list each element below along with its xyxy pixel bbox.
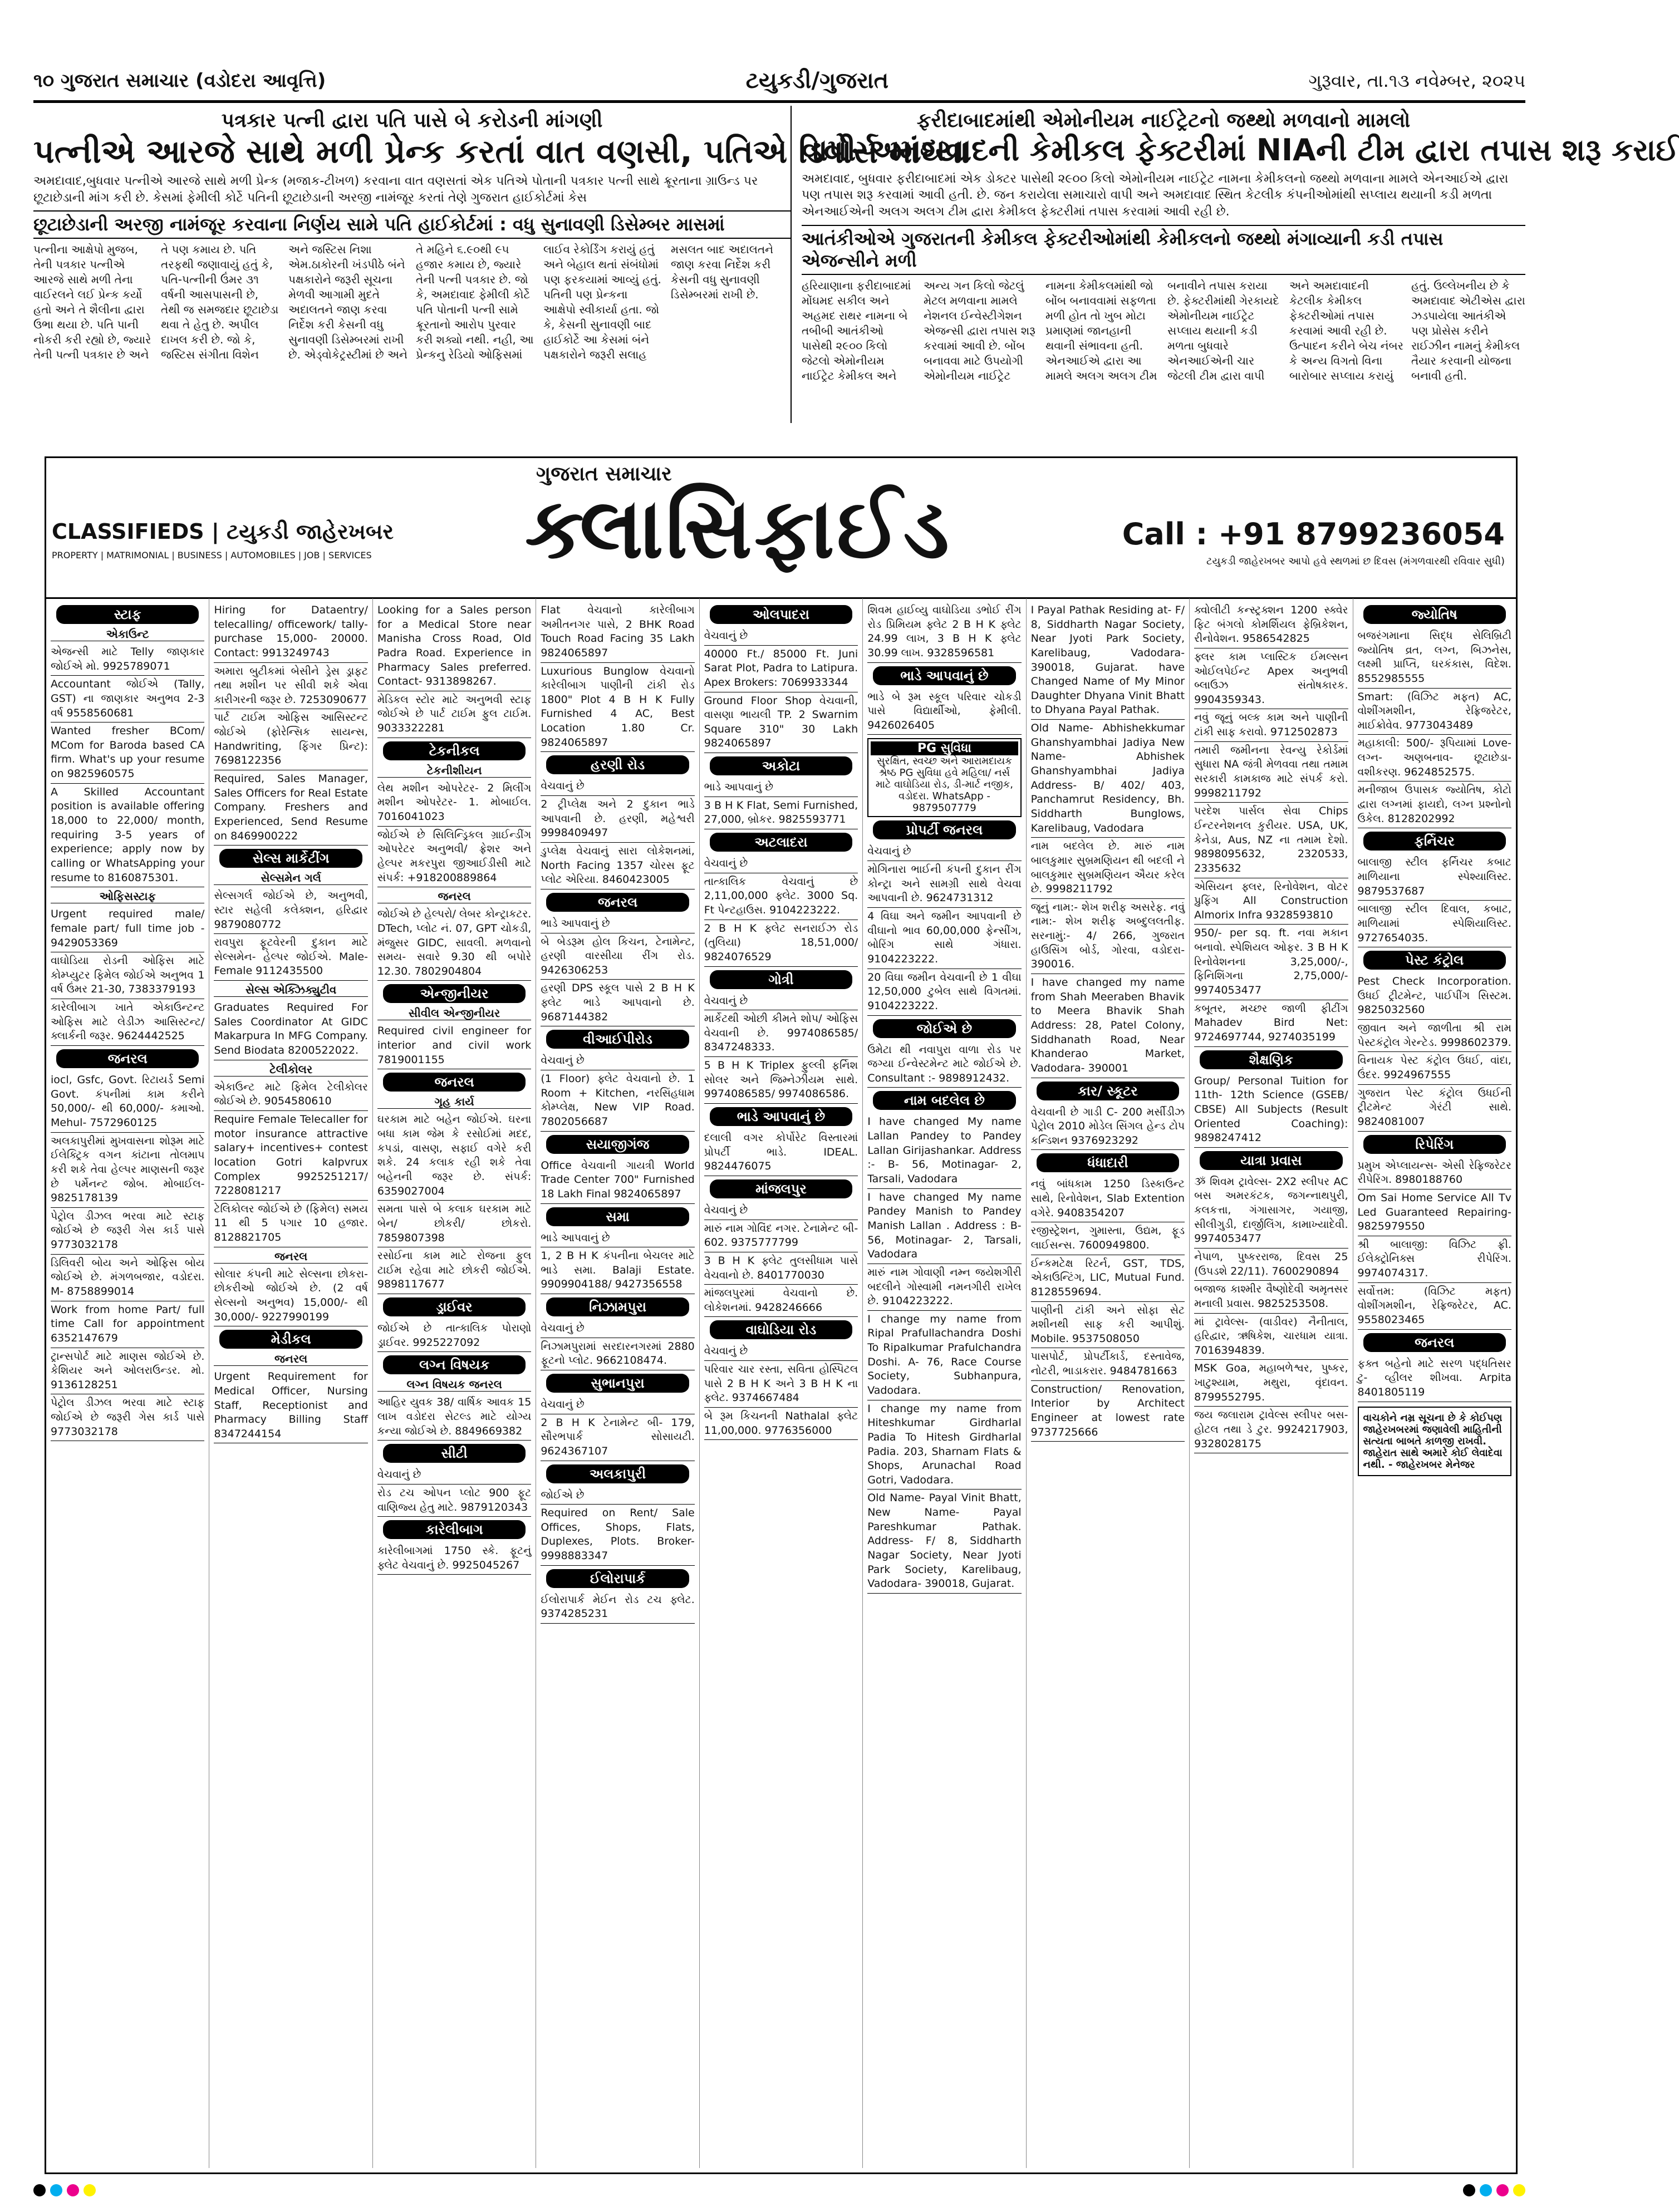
classified-ad: I have changed My name Pandey Manish to Pandey Manish Lallan . Address : B- 56, Motinagar- 2, Tarsali, Vadodara — [867, 1189, 1021, 1264]
classified-ad: ટેલિકોલર જોઈએ છે (ફિમેલ) સમય 11 થી 5 પગાર 10 હજાર. 8128821705 — [214, 1201, 367, 1247]
subcategory-heading: ગૃહ કાર્ય — [377, 1095, 531, 1109]
subcategory-heading: સીવીલ એન્જીનીયર — [377, 1006, 531, 1020]
classified-ad: Required on Rent/ Sale Offices, Shops, Flats, Duplexes, Plots. Broker- 9998883347 — [541, 1505, 694, 1566]
color-dot — [1480, 2184, 1492, 2196]
classified-ad: 2 B H K ફ્લેટ સનરાઈઝ રોડ (તુલિયા) 18,51,000/ 9824076529 — [704, 920, 858, 967]
category-heading: યાત્રા પ્રવાસ — [1200, 1151, 1342, 1170]
classified-ad: સર્વોત્તમ: (વિઝિટ મફત) વોશીંગમશીન, રેફ્રિજરેટર, AC. 9558023465 — [1358, 1283, 1511, 1330]
category-heading: જનરલ — [546, 893, 689, 912]
classified-ad: વેચવાનું છે — [541, 1052, 694, 1070]
classified-masthead — [46, 458, 1516, 599]
category-heading: રિપેરિંગ — [1363, 1135, 1506, 1154]
category-heading: અલકાપુરી — [546, 1464, 689, 1483]
story-body: પત્નીના આક્ષેપો મુજબ, તેની પત્રકાર પત્નીએ આરજે સાથે મળી તેના વાઈરલને લઈ પ્રેન્ક કર્યો હતો અને તે શૈલીના દ્વારા ઉભા થયા છે. પતિ પાની નોકરી કરી રહ્યો છે, જ્યારે તેની પત્ની પત્રકાર છે અને તે પણ કમાય છે. પતિ તરફથી જણાવાયું હતું કે, પતિ-પત્નીની ઉંમર ૩૧ વર્ષની આસપાસની છે, તેથી જ સમજદાર છૂટાછેડા થવા તે હેતુ છે. અપીલ દાખલ કરી છે. જો કે, જસ્ટિસ સંગીતા વિશેન અને જસ્ટિસ નિશા એમ.ઠાકોરની ખંડપીઠે બંને પક્ષકારોને જરૂરી સૂચના મેળવી આગામી મુદતે અદાલતને જાણ કરવા નિર્દેશ કરી કેસની વધુ સુનાવણી ડિસેમ્બરમાં રાખી છે. એડ્વોકેટ્રસ્ટીમાં છે અને તે મહિને ૬.૯૦થી ૯૫ હજાર કમાય છે, જ્યારે તેની પત્ની પત્રકાર છે. જો કે, અમદાવાદ ફેમીલી કોર્ટે પતિ પોતાની પત્ની સામે ક્રૂરતાનો આરોપ પુરવાર કરી શક્યો નથી. નહી, આ પ્રેન્કનુ રેડિયો ઓફિસમાં લાઈવ રેકોર્ડિંગ કરાયું હતું અને બેહાલ થતાં સંબંધોમાં પણ ફરકયામાં આવ્યું હતું. પતિની પણ પ્રેન્કના આક્ષેપો સ્વીકાર્યા હતા. જો કે, કેસની સુનાવણી બાદ હાઈકોર્ટે આ કેસમાં બંને પક્ષકારોને જરૂરી સલાહ મસલત બાદ અદાલતને જાણ કરવા નિર્દેશ કરી કેસની વધુ સુનાવણી ડિસેમ્બરમાં રાખી છે. — [33, 243, 774, 362]
classified-ad: મોગિનારા ભાઈની કંપની દુકાન રીંગ કોન્ટ્રા અને સામગ્રી સાથે વેચવા આપવાની છે. 9624731312 — [867, 861, 1021, 908]
category-heading: પેસ્ટ કંટ્રોલ — [1363, 951, 1506, 970]
classified-ad: રજીસ્ટ્રેશન, ગુમાસ્તા, ઉદ્યમ, ફૂડ લાઈસન્સ. 7600949800. — [1031, 1222, 1185, 1255]
category-heading: માંજલપુર — [710, 1179, 852, 1198]
classified-ad: રસોઈના કામ માટે રોજના ફુલ ટાઈમ રહેવા માટે છોકરી જોઈએ. 9898117677 — [377, 1247, 531, 1294]
subcategory-heading: એકાઉન્ટ — [51, 627, 204, 641]
classified-ad: A Skilled Accountant position is available offering 18,000 to 22,000/ month, requiring 3-5 years of experience; apply now by calling or WhatsApping your resume to 8160875301. — [51, 784, 204, 887]
classified-ad: ડિલિવરી બોય અને ઓફિસ બોય જોઈએ છે. મંગળબજાર, વડોદરા. M- 8758899014 — [51, 1255, 204, 1301]
classified-ad: એકાઉન્ટ માટે ફિમેલ ટેલીકોલર જોઈએ છે. 9054580610 — [214, 1079, 367, 1111]
classified-ad: ફ્લર કામ પ્લાસ્ટિક ઈમલ્સન ઓઈલપેઈન્ટ Apex અનુભવી બ્લાઉઝ સંતોષકારક. 9904359343. — [1194, 648, 1348, 710]
subcategory-heading: જનરલ — [214, 1352, 367, 1366]
print-color-marks — [33, 2182, 1525, 2199]
category-heading: ભાડે આપવાનું છે — [873, 666, 1015, 685]
classified-ad: 20 વિઘા જમીન વેચવાની છે 1 વીઘા 12,50,000 ટુબેલ સાથે વિગતમાં. 9104223222. — [867, 969, 1021, 1016]
classified-ad: વેચવાનું છે — [704, 627, 858, 646]
classified-ad: જોઈએ છે — [541, 1487, 694, 1505]
classified-column — [209, 598, 372, 2168]
classified-ad: અલકાપુરીમાં મુખવાસના શોરૂમ માટે ઈલેક્ટ્રિક વગન કાંટાના તોલમાપ કરી શકે તેવા હેલ્પર માણસની જરૂર છે પર્મેનન્ટ જોબ. મોબાઈલ- 9825178139 — [51, 1133, 204, 1208]
classified-ad: Smart: (વિઝિટ મફત) AC, વોશીંગમશીન, રેફ્રિજરેટર, માઈક્રોવેવ. 9773043489 — [1358, 689, 1511, 735]
category-heading: જોઈએ છે — [873, 1019, 1015, 1038]
color-dot — [1463, 2184, 1475, 2196]
classified-ad: Flat વેચવાનો કારેલીબાગ અમીતનગર પાસે, 2 BHK Road Touch Road Facing 35 Lakh 9824065897 — [541, 602, 694, 663]
classified-ad: (1 Floor) ફ્લેટ વેચવાનો છે. 1 Room + Kitchen, નરસિંહધામ કોમ્પ્લેક્ષ, New VIP Road. 7802056687 — [541, 1070, 694, 1132]
classified-ad: અમારા બુટીકમાં બેસીને ડ્રેસ ડ્રાફટ તથા મશીન પર સીવી શકે એવા કારીગરની જરૂર છે. 7253090677 — [214, 663, 367, 710]
classified-column — [373, 598, 536, 2168]
category-heading: ગોત્રી — [710, 970, 852, 989]
category-heading: મેડીકલ — [219, 1330, 362, 1349]
classified-ad: એજન્સી માટે Telly જાણકાર જોઈએ મો. 9925789071 — [51, 643, 204, 676]
classified-ad: જોઈએ છે તાત્કાલિક પોરાણો ડ્રાઈવર. 9925227092 — [377, 1320, 531, 1352]
classified-ad: વેચવાનું છે — [377, 1466, 531, 1485]
classified-ad: લેથ મશીન ઓપરેટર- 2 મિલીંગ મશીન ઓપરેટર- 1. મોબાઈલ. 7016041023 — [377, 780, 531, 827]
category-heading: નિઝામપુરા — [546, 1297, 689, 1316]
subcategory-heading: લગ્ન વિષયક જનરલ — [377, 1378, 531, 1392]
classified-ad: Ground Floor Shop વેચવાની, વાસણા ભાયલી TP. 2 Swarnim Square 310" 30 Lakh 9824065897 — [704, 692, 858, 754]
classified-ad: Om Sai Home Service All Tv Led Guaranteed Repairing- 9825979550 — [1358, 1189, 1511, 1236]
paper-name: ૧૦ ગુજરાત સમાચાર (વડોદરા આવૃત્તિ) — [33, 70, 326, 92]
classified-ad: માર્કેટથી ઓછી કીમતે શોપ/ ઓફિસ વેચવાની છે. 9974086585/ 8347248333. — [704, 1010, 858, 1057]
category-heading: સયાજીગંજ — [546, 1135, 689, 1154]
classified-ad: Office વેચવાની ગાયત્રી World Trade Center 700" Furnished 18 Lakh Final 9824065897 — [541, 1157, 694, 1204]
classified-ad: સેલ્સગર્લ જોઈએ છે, અનુભવી, સ્ટાર સહેલી કલેક્શન, હરિદ્વાર 9879080772 — [214, 887, 367, 934]
classified-ad: બાલાજી સ્ટીલ દિવાલ, કબાટ, માળિયામાં સ્પેશિયાલિસ્ટ. 9727654035. — [1358, 901, 1511, 947]
story-headline: વાપી-અમદાવાદની કેમીકલ ફેક્ટરીમાં NIAની ટીમ દ્વારા તપાસ શરૂ કરાઈ — [802, 132, 1679, 168]
classified-ad: Group/ Personal Tuition for 11th- 12th Science (GSEB/ CBSE) All Subjects (Result Oriented Coaching): 9898247412 — [1194, 1073, 1348, 1148]
classified-ad: માંજલપુરમાં વેચવાનો છે. લોકેશનમાં. 9428246666 — [704, 1285, 858, 1317]
classified-ad: I have changed My name Lallan Pandey to Pandey Lallan Girijashankar. Address :- B- 56, Motinagar- 2, Tarsali, Vadodara — [867, 1113, 1021, 1188]
story-lede: અમદાવાદ,બુધવાર પત્નીએ આરજે સાથે મળી પ્રેન્ક (મજાક-ટીખળ) કરવાના વાત વણસતાં એક પતિએ પોતાની પત્રકાર પત્ની સાથે ક્રૂરતાના ગ્રાઉન્ડ પર છૂટાછેડાની માંગ કરી છે. કેસમાં ફેમીલી કોર્ટે પતિની છૂટાછેડાની અરજી નામંજૂર કરતાં તેણે ગુજરાત હાઈકોર્ટમાં કેસ — [33, 174, 758, 205]
classified-ad: પરિવાર ચાર રસ્તા, સવિતા હોસ્પિટલ પાસે 2 B H K અને 3 B H K ના ફ્લેટ. 9374667484 — [704, 1361, 858, 1408]
category-heading: પ્રોપર્ટી જનરલ — [873, 820, 1015, 839]
classified-ad: વેચવાનું છે — [541, 1396, 694, 1414]
classified-ad: 950/- per sq. ft. નવા મકાન બનાવો. સ્પેશિયલ ઓફર. 3 B H K રિનોવેશનના 3,25,000/-, ફિનિશિંગના 2,75,000/- 9974053477 — [1194, 925, 1348, 1000]
classified-ad: બજાજ કાશ્મીર વૈષ્ણોદેવી અમૃતસર મનાલી પ્રવાસ. 9825253508. — [1194, 1281, 1348, 1313]
classified-ad: Urgent required male/ female part/ full time job - 9429053369 — [51, 906, 204, 952]
classified-ad: ભાડે આપવાનું છે — [541, 1230, 694, 1248]
category-heading: સીટી — [383, 1444, 526, 1463]
classified-ad: વેચવાનું છે — [541, 1320, 694, 1338]
call-note: ટયુકડી જાહેરખબર આપો હવે સ્થળમાં છ દિવસ (મંગળવારથી રવિવાર સુધી) — [1206, 556, 1505, 567]
section-title: ટયુકડી/ગુજરાત — [745, 68, 889, 94]
subcategory-heading: ઓફિસસ્ટાફ — [51, 889, 204, 903]
category-heading: ભાડે આપવાનું છે — [710, 1107, 852, 1126]
classified-ad: શ્રી બાલાજી: વિઝિટ ફ્રી. ઈલેક્ટ્રોનિક્સ રીપેરિંગ. 9974074317. — [1358, 1236, 1511, 1283]
classified-column — [536, 598, 699, 2168]
category-heading: ધંધાદારી — [1037, 1153, 1179, 1172]
classified-ad: પાર્ટ ટાઈમ ઓફિસ આસિસ્ટન્ટ જોઈએ (ફોરેન્સિક સાયન્સ, Handwriting, ફિંગર પ્રિન્ટ): 7698122356 — [214, 709, 367, 770]
classified-ad: Old Name- Payal Vinit Bhatt, New Name- Payal Pareshkumar Pathak. Address- F/ 8, Siddharth Nagar Society, Near Jyoti Park Society, Karelibaug, Vadodara- 390018, Gujarat. — [867, 1490, 1021, 1593]
color-dot — [50, 2184, 62, 2196]
category-heading: સ્ટાફ — [56, 605, 199, 624]
classified-ad: Hiring for Dataentry/ telecalling/ officework/ tally- purchase 15,000- 20000. Contact: 9913249743 — [214, 602, 367, 663]
classified-ad: ડુપ્લેક્ષ વેચવાનું સારા લોકેશનમાં, North Facing 1357 ચોરસ ફૂટ પ્લોટ એરિયા. 8460423005 — [541, 843, 694, 889]
color-dot — [84, 2184, 96, 2196]
classified-ad: ભાડે આપવાનું છે — [704, 779, 858, 797]
category-heading: નામ બદલેલ છે — [873, 1091, 1015, 1110]
classified-ad: Accountant જોઈએ (Tally, GST) ના જાણકાર અનુભવ 2-3 વર્ષ 9558560681 — [51, 676, 204, 722]
classified-ad: મનીજાબ ઉપાસક જ્યોતિષ, કોટો દ્વારા લગ્નમાં ફાયદો, લગ્ન પ્રશ્નોનો ઉકેલ. 8128202992 — [1358, 781, 1511, 828]
category-heading: અટલાદરા — [710, 833, 852, 852]
classified-ad: Graduates Required For Sales Coordinator At GIDC Makarpura In MFG Company. Send Biodata 8200522022. — [214, 999, 367, 1060]
subcategory-heading: સેલ્સ એક્ઝિક્યુટીવ — [214, 983, 367, 997]
subcategory-heading: ટેલીકોલર — [214, 1063, 367, 1076]
classified-ad: જોઈએ છે સિલિન્ડ્રિકલ ગ્રાઈન્ડીંગ ઓપરેટર અનુભવી/ ફ્રેશર અને હેલ્પર મકરપુરા જીઆઈડીસી માટે સંપર્ક: +918200889864 — [377, 827, 531, 888]
classified-sublabel: PROPERTY | MATRIMONIAL | BUSINESS | AUTOMOBILES | JOB | SERVICES — [52, 550, 372, 561]
category-heading: હરણી રોડ — [546, 755, 689, 774]
classified-ad: ફક્ત બહેનો માટે સરળ પદ્ધતિસર ટુ- વ્હીલર શીખવા. Arpita 8401805119 — [1358, 1355, 1511, 1402]
classified-ad: વેચવાનું છે — [704, 1202, 858, 1220]
classified-ad: વેચવાનું છે — [704, 1343, 858, 1361]
category-heading: લગ્ન વિષયક — [383, 1355, 526, 1374]
classified-column — [1353, 598, 1516, 2168]
classified-ad: Pest Check Incorporation. ઉધઈ ટ્રીટમેન્ટ, પાઈપીંગ સિસ્ટમ. 9825032560 — [1358, 973, 1511, 1020]
classified-ad: કારેલીબાગમાં 1750 સ્કે. ફૂટનું ફ્લેટ વેચવાનું છે. 9925045267 — [377, 1542, 531, 1575]
category-heading: ફર્નિચર — [1363, 832, 1506, 851]
classified-ad: પાસપોર્ટ, પ્રોપર્ટીકાર્ડ, દસ્તાવેજ, નોટરી, ભાડાકરાર. 9484781663 — [1031, 1348, 1185, 1380]
classified-ad: સોલાર કંપની માટે સેલ્સના છોકરા-છોકરીઓ જોઈએ છે. (2 વર્ષ સેલ્સનો અનુભવ) 15,000/- થી 30,000/- 9227990199 — [214, 1266, 367, 1327]
news-area — [33, 106, 1679, 429]
category-heading: એન્જીનીયર — [383, 984, 526, 1003]
classified-ad: બે રૂમ કિચનની Nathalal ફ્લેટ 11,00,000. 9776356000 — [704, 1408, 858, 1440]
reader-notice: વાચકોને નમ્ર સૂચના છે કે કોઈપણ જાહેરખબરમાં જણાવેલી માહિતીની સત્યતા બાબતે કાળજી રાખવી. જાહેરાત સાથે અમારે કોઈ લેવાદેવા નથી. - જાહેરખબર મેનેજર — [1358, 1407, 1511, 1476]
category-heading: સેલ્સ માર્કેટીંગ — [219, 849, 362, 868]
classified-ad: વાઘોડિયા રોડની ઓફિસ માટે કોમ્પ્યુટર ફિમેલ જોઈએ અનુભવ 1 વર્ષ ઉંમર 21-30, 7383379193 — [51, 952, 204, 999]
classified-paper-name: ગુજરાત સમાચાર — [536, 463, 672, 485]
category-heading: અકોટા — [710, 756, 852, 775]
subcategory-heading: ટેકનીશીયન — [377, 764, 531, 778]
classified-ad: Required, Sales Manager, Sales Officers for Real Estate Company. Freshers and Experienced, Send Resume on 8469900222 — [214, 770, 367, 846]
classified-ad: Wanted fresher BCom/ MCom for Baroda based CA firm. What's up your resume on 9825960575 — [51, 722, 204, 784]
classified-section — [45, 456, 1518, 2174]
classified-ad: નામ બદલેલ છે. મારું નામ બાલકુમાર સુબ્રમણિયન થી બદલી ને બાલકુમાર સુબ્રમણિયન ઐયર કરેલ છે. 9998211792 — [1031, 838, 1185, 899]
classified-ad: પરદેશ પાર્સલ સેવા Chips ઈન્ટરનેશનલ કુરીયર. USA, UK, કેનેડા, Aus, NZ ના તમામ દેશો. 9898095632, 2320533, 2335632 — [1194, 803, 1348, 878]
classified-ad: પાણીની ટાંકી અને સોફા સેટ મશીનથી સાફ કરી આપીશું. Mobile. 9537508050 — [1031, 1302, 1185, 1349]
story-headline: પત્નીએ આરજે સાથે મળી પ્રેન્ક કરતાં વાત વણસી, પતિએ ડિવોર્સ માંગ્યા — [33, 132, 970, 170]
classified-ad: 2 B H K ટેનામેન્ટ બી- 179, સૌરભપાર્ક સોસાયટી. 9624367107 — [541, 1414, 694, 1461]
classified-ad: ઈન્કમટેક્ષ રિટર્ન, GST, TDS, એકાઉન્ટિંગ, LIC, Mutual Fund. 8128559694. — [1031, 1255, 1185, 1302]
classified-ad: વેચવાનું છે — [541, 778, 694, 796]
category-heading: કાર/ સ્કૂટર — [1037, 1082, 1179, 1100]
classified-ad: હરણી DPS સ્કૂલ પાસે 2 B H K ફ્લેટ ભાડે આપવાનો છે. 9687144382 — [541, 980, 694, 1026]
classified-ad: બજરંગમાના સિદ્ધ સેલિબ્રિટી જ્યોતિષ વ્રત, લગ્ન, બિઝનેસ, લક્ષ્મી પ્રાપ્તિ, ઘરકંકાસ, વિદેશ. 8552985555 — [1358, 627, 1511, 689]
call-number: Call : +91 8799236054 — [1122, 517, 1505, 552]
pg-ad-box — [867, 738, 1021, 817]
story-kicker: પત્રકાર પત્ની દ્વારા પતિ પાસે બે કરોડની માંગણી — [221, 109, 603, 132]
story-lede: અમદાવાદ, બુધવાર ફરીદાબાદમાં એક ડોક્ટર પાસેથી ૨૯૦૦ કિલો એમોનીયમ નાઈટ્રેટ નામના કેમીકલનો જથ્થો મળવાના મામલે એનઆઈએ દ્વારા પણ તપાસ શરૂ કરવામાં આવી હતી. છે. જન કરાયેલા સમાચારો વાપી અને અમદાવાદ સ્થિત કેટલીક કંપનીઓમાંથી સપ્લાય થયાની કડી મળતા એનઆઈએની અલગ અલગ ટીમ દ્વારા કેમીકલ ફેક્ટરીમાં તપાસ કરવામાં આવી રહી છે. — [802, 171, 1509, 219]
classified-ad: મેડિકલ સ્ટોર માટે અનુભવી સ્ટાફ જોઈએ છે પાર્ટ ટાઈમ ફુલ ટાઈમ. 9033322281 — [377, 691, 531, 738]
classified-ad: એસિયન ફ્લર, રિનોવેશન, વોટર પ્રુફિંગ All Construction Almorix Infra 9328593810 — [1194, 878, 1348, 925]
classified-ad: 5 B H K Triplex ફુલ્લી ફર્નિશ સોલર અને જિમ્નેઝીયમ સાથે. 9974086585/ 9974086586. — [704, 1057, 858, 1104]
category-heading: સમા — [546, 1207, 689, 1226]
category-heading: વીઆઈપીરોડ — [546, 1030, 689, 1049]
classified-ad: દલાલી વગર કોર્પોરેટ વિસ્તારમાં પ્રોપર્ટી ભાડે. IDEAL. 9824476075 — [704, 1129, 858, 1176]
page-header — [33, 61, 1525, 103]
color-dots-left — [33, 2184, 96, 2196]
category-heading: જ્યોતિષ — [1363, 605, 1506, 624]
color-dots-right — [1463, 2184, 1525, 2196]
classified-ad: રાવપુરા ફૂટવેરની દુકાન માટે સેલ્સમેન- હેલ્પર જોઈએ. Male-Female 9112435500 — [214, 934, 367, 981]
issue-date: ગુરૂવાર, તા.૧૩ નવેમ્બર, ૨૦૨૫ — [1308, 70, 1525, 91]
story-subhead: આતંકીઓએ ગુજરાતની કેમીકલ ફેક્ટરીઓમાંથી કેમીકલનો જથ્થો મંગાવ્યાની કડી તપાસ એજન્સીને મળી — [802, 225, 1525, 275]
classified-ad: કબૂતર, મચ્છર જાળી ફીટીંગ Mahadev Bird Net: 9724697744, 9274035199 — [1194, 1000, 1348, 1047]
classified-ad: જૂનું નામ:- શેખ શરીફ અસરેફ. નવું નામ:- શેખ શરીફ અબ્દુલલતીફ. સરનામું:- 4/ 266, ગુજરાત હાઉસિંગ બોર્ડ, ગોરવા, વડોદરા- 390016. — [1031, 899, 1185, 974]
color-dot — [1513, 2184, 1525, 2196]
classified-ad: ૐ શિવમ ટ્રાવેલ્સ- 2X2 સ્લીપર AC બસ અમરકંટક, જગન્નાથપુરી, કલકત્તા, ગંગાસાગર, ગયાજી, સીલીગુડી, દાર્જીલિંગ, કામાખ્યાદેવી. 9974053477 — [1194, 1173, 1348, 1248]
classified-ad: વેચવાનું છે — [704, 992, 858, 1011]
classified-ad: વેચવાનું છે — [704, 855, 858, 873]
classified-ad: વિનાયક પેસ્ટ કંટ્રોલ ઉધઈ, વાંદા, ઉંદર. 9924967555 — [1358, 1052, 1511, 1084]
classified-label: CLASSIFIEDS | ટયુકડી જાહેરખબર — [52, 519, 394, 544]
classified-ad: ગુજરાત પેસ્ટ કંટ્રોલ ઉધઈની ટ્રીટમેન્ટ ગેરંટી સાથે. 9824081007 — [1358, 1085, 1511, 1132]
category-heading: વાઘોડિયા રોડ — [710, 1320, 852, 1339]
classified-column — [700, 598, 863, 2168]
classified-ad: માં ટ્રાવેલ્સ- (વાડીવર) નૈનીતાલ, હરિદ્વાર, ઋષિકેશ, ચારધામ યાત્રા. 7016394839. — [1194, 1314, 1348, 1360]
classified-ad: શિવમ હાઈવ્યુ વાઘોડિયા ડભોઈ રીંગ રોડ પ્રિમિયમ ફ્લેટ 2 B H K ફ્લેટ 24.99 લાખ, 3 B H K ફ્લેટ 30.99 લાખ. 9328596581 — [867, 602, 1021, 663]
classified-ad: તાત્કાલિક વેચવાનું છે 2,11,00,000 ફ્લેટ. 3000 Sq. Ft પેન્ટહાઉસ. 9104223222. — [704, 873, 858, 920]
classified-ad: 40000 Ft./ 85000 Ft. Juni Sarat Plot, Padra to Latipura. Apex Brokers: 7069933344 — [704, 646, 858, 692]
category-heading: ઓલપાદરા — [710, 605, 852, 624]
classified-title: ક્લાસિફાઈડ — [525, 480, 952, 577]
classified-ad: જય જલારામ ટ્રાવેલ્સ સ્લીપર બસ- હોટલ તથા ડે ટુર. 9924217903, 9328028175 — [1194, 1407, 1348, 1453]
classified-ad: નિઝામપુરામાં સરદારનગરમાં 2880 ફૂટનો પ્લોટ. 9662108474. — [541, 1338, 694, 1370]
category-heading: ડ્રાઈવર — [383, 1297, 526, 1316]
classified-ad: I have changed my name from Shah Meeraben Bhavik to Meera Bhavik Shah Address: 28, Patel Colony, Siddhanath Road, Near Khanderao Market, Vadodara- 390001 — [1031, 974, 1185, 1078]
classified-ad: ટ્રાન્સપોર્ટ માટે માણસ જોઈએ છે. કેશિયર અને ઓલરાઉન્ડર. મો. 9136128251 — [51, 1348, 204, 1395]
classified-ad: નવું જૂનું બલ્ક કામ અને પાણીની ટાંકી સાફ કરાવો. 9712502873 — [1194, 709, 1348, 741]
classified-ad: ભાડે બે રૂમ સ્કૂલ પરિવાર ચોકડી પાસે વિદ્યાર્થીઓ, ફેમીલી. 9426026405 — [867, 689, 1021, 735]
classified-ad: પેટ્રોલ ડીઝલ ભરવા માટે સ્ટાફ જોઈએ છે જરૂરી ગેસ કાર્ડ પાસે 9773032178 — [51, 1208, 204, 1255]
classified-ad: ઘરકામ માટે બહેન જોઈએ. ઘરના બધા કામ જેમ કે રસોઈમાં મદદ, કપડાં, વાસણ, સફાઈ વગેરે કરી શકે. 24 કલાક રહી શકે તેવા બહેનની જરૂર છે. સંપર્ક: 6359027004 — [377, 1111, 531, 1201]
category-heading: કારેલીબાગ — [383, 1520, 526, 1539]
classified-ad: 3 B H K ફ્લેટ તુલસીધામ પાસે વેચવાનો છે. 8401770030 — [704, 1252, 858, 1285]
classified-ad: બાલાજી સ્ટીલ ફર્નિચર કબાટ માળિયાના સ્પેશ્યાલિસ્ટ. 9879537687 — [1358, 854, 1511, 901]
story-right — [802, 106, 1679, 423]
classified-ad: 4 વિઘા અને જમીન આપવાની છે વીઘાનો ભાવ 60,00,000 ફેન્સીંગ, બોરિંગ સાથે ગંધારા. 9104223222. — [867, 908, 1021, 969]
classified-ad: નવું બાંધકામ 1250 ડિસ્કાઉન્ટ સાથે, રિનોવેશન, Slab Extention વગેરે. 9408354207 — [1031, 1176, 1185, 1222]
category-heading: જનરલ — [383, 1073, 526, 1092]
classified-ad: I change my name from Ripal Prafullachandra Doshi To Ripalkumar Prafulchandra Doshi. A- 76, Race Course Society, Subhanpura, Vadodara. — [867, 1311, 1021, 1400]
classified-ad: બે બેડરૂમ હોલ કિચન, ટેનામેન્ટ, હરણી વારસીયા રીંગ રોડ. 9426306253 — [541, 933, 694, 980]
classified-ad: Old Name- Abhishekkumar Ghanshyambhai Jadiya New Name- Abhishek Ghanshyambhai Jadiya Address- B/ 402/ 403, Panchamrut Residency, Bh. Siddharth Bunglows, Karelibaug, Vadodara — [1031, 720, 1185, 838]
category-heading: શૈક્ષણિક — [1200, 1050, 1342, 1069]
classified-column — [1027, 598, 1190, 2168]
category-heading: જનરલ — [1363, 1333, 1506, 1352]
classified-ad: વેચવાનું છે — [867, 843, 1021, 861]
pg-ad-title: PG સુવિધા — [871, 741, 1018, 755]
category-heading: જનરલ — [56, 1049, 199, 1068]
classified-ad: 3 B H K Flat, Semi Furnished, 27,000, બ્રોકર. 9825593771 — [704, 797, 858, 829]
story-subhead: છૂટાછેડાની અરજી નામંજૂર કરવાના નિર્ણય સામે પતિ હાઈકોર્ટમાં : વધુ સુનાવણી ડિસેમ્બર માસમાં — [33, 210, 791, 239]
color-dot — [33, 2184, 46, 2196]
color-dot — [1496, 2184, 1509, 2196]
classified-ad: MSK Goa, મહાબળેશ્વર, પુષ્કર, ખાટુશ્યામ, મથુરા, વૃંદાવન. 8799552795. — [1194, 1360, 1348, 1407]
classified-ad: સમતા પાસે બે કલાક ઘરકામ માટે બેન/ છોકરી/ છોકરો. 7859807398 — [377, 1201, 531, 1247]
classified-ad: Work from home Part/ full time Call for appointment 6352147679 — [51, 1301, 204, 1348]
classified-ad: Urgent Requirement for Medical Officer, Nursing Staff, Receptionist and Pharmacy Billing Staff 8347244154 — [214, 1368, 367, 1443]
classified-ad: કારેલીબાગ ખાતે એકાઉન્ટન્ટ ઓફિસ માટે લેડીઝ આસિસ્ટન્ટ/ ક્લાર્કની જરૂર. 9624442525 — [51, 999, 204, 1046]
story-left — [33, 106, 970, 423]
classified-ad: 2 ટ્રીપ્લેક્ષ અને 2 દુકાન ભાડે આપવાની છે. હરણી, મહેશ્વરી 9998409497 — [541, 796, 694, 843]
classified-ad: I change my name from Hiteshkumar Girdharlal Padia To Hitesh Girdharlal Padia. 203, Sharnam Flats & Shops, Arunachal Road Gotri, Vadodara. — [867, 1400, 1021, 1490]
classified-ad: I Payal Pathak Residing at- F/ 8, Siddharth Nagar Society, Near Jyoti Park Society, Karelibaug, Vadodara- 390018, Gujarat. have Changed Name of My Minor Daughter Dhyana Vinit Bhatt to Dhyana Payal Pathak. — [1031, 602, 1185, 720]
classified-column — [46, 598, 209, 2168]
classified-ad: પેટ્રોલ ડીઝલ ભરવા માટે સ્ટાફ જોઈએ છે જરૂરી ગેસ કાર્ડ પાસે 9773032178 — [51, 1394, 204, 1441]
classified-ad: Required civil engineer for interior and civil work 7819001155 — [377, 1023, 531, 1069]
classified-ad: iocl, Gsfc, Govt. રિટાયર્ડ Semi Govt. કંપનીમાં કામ કરીને 50,000/- થી 60,000/- કમાઓ. Mehul- 7572960125 — [51, 1071, 204, 1133]
pg-ad-text: સુરક્ષિત, સ્વચ્છ અને આરામદાયક શ્રેષ્ઠ PG સુવિધા હવે મહિલા/ નર્સ માટે વાઘોડિયા રોડ, ડી-માર્ટ નજીક, વડોદરા. WhatsApp - 9879507779 — [875, 755, 1013, 814]
subcategory-heading: સેલ્સમેન ગર્લ — [214, 871, 367, 885]
classified-ad: જોઈએ છે હેલ્પરો/ લેબર કોન્ટ્રાકટર. DTech, પ્લોટ નં. 07, GPT ચોકડી, મંજુસર GIDC, સાવલી. મળવાનો સમય- સવારે 9.30 થી બપોરે 12.30. 7802904804 — [377, 906, 531, 981]
classified-ad: Looking for a Sales person for a Medical Store near Manisha Cross Road, Old Padra Road. Experience in Pharmacy Sales preferred. Contact- 9313898267. — [377, 602, 531, 691]
classified-ad: ક્વોલીટી કન્સ્ટ્રક્શન 1200 સ્ક્વેર ફિટ બંગલો કોમર્શિયલ ફેબ્રિકેશન, રીનોવેશન. 9586542825 — [1194, 602, 1348, 648]
classified-ad: 1, 2 B H K કંપનીના બેચલર માટે ભાડે સમા. Balaji Estate. 9909904188/ 9427356558 — [541, 1247, 694, 1294]
classified-ad: મારું નામ ગોવાણી નમ્ન જયેશગીરી બદલીને ગોસ્વામી નમનગીરી રાખેલ છે. 9104223222. — [867, 1264, 1021, 1311]
category-heading: ઈલોરાપાર્ક — [546, 1569, 689, 1588]
classified-ad: Construction/ Renovation, Interior by Architect Engineer at lowest rate 9737725666 — [1031, 1381, 1185, 1442]
classified-ad: વેચવાની છે ગાડી C- 200 મર્સીડીઝ પેટ્રોલ 2010 મોડેલ સિંગલ હેન્ડ ટોપ કન્ડિશન 9376923292 — [1031, 1104, 1185, 1151]
classified-ad: Require Female Telecaller for motor insurance attractive salary+ incentives+ contest location Gotri kalpvrux Complex 9925251217/ 7228081217 — [214, 1111, 367, 1201]
category-heading: સુભાનપુરા — [546, 1374, 689, 1393]
story-body: હરિયાણાના ફરીદાબાદમાં મોંઘમદ સકીલ અને અહમદ રાથર નામના બે તબીબી આતંકીઓ પાસેથી ૨૯૦૦ કિલો જેટલો એમોનીયમ નાઈટ્રેટ કેમીકલ અને અન્ય ગન કિલો જેટલું મેટલ મળવાના મામલે નેશનલ ઈન્વેસ્ટીગેશન એજન્સી દ્વારા તપાસ શરૂ કરવામાં આવી છે. બોંબ બનાવવા માટે ઉપયોગી એમોનીયમ નાઈટ્રેટ નામના કેમીકલમાંથી જો બોંબ બનાવવામાં સફળતા મળી હોત તો ખુબ મોટા પ્રમાણમાં જાનહાની થવાની સંભાવના હતી. એનઆઈએ દ્વારા આ મામલે અલગ અલગ ટીમ બનાવીને તપાસ કરાયા છે. ફેક્ટરીમાંથી ગેરકાયદે એમોનીયમ નાઈટ્રેટ સપ્લાય થયાની કડી મળતા બુધવારે એનઆઈએની ચાર જેટલી ટીમ દ્વારા વાપી અને અમદાવાદની કેટલીક કેમીકલ ફેક્ટરીઓમાં તપાસ કરવામાં આવી રહી છે. ઉત્પાદન કરીને બેચ નંબર કે અન્ય વિગતો વિના બારોબાર સપ્લાય કરાયું હતું. ઉલ્લેખનીય છે કે અમદાવાદ એટીએસ દ્વારા ઝડપાયેલા આતંકીએ પણ પ્રોસેસ કરીને રાઈઝીન નામનું કેમીકલ તૈયાર કરવાની યોજના બનાવી હતી. — [802, 278, 1525, 382]
color-dot — [67, 2184, 79, 2196]
classified-ad: ઉમેટા થી નવાપુરા વાળા રોડ પર જગ્યા ઈન્વેસ્ટમેન્ટ માટે જોઈએ છે. Consultant :- 9898912432. — [867, 1041, 1021, 1088]
classified-ad: ઈલોરાપાર્ક મેઈન રોડ ટચ ફ્લેટ. 9374285231 — [541, 1591, 694, 1624]
category-heading: ટેકનીકલ — [383, 741, 526, 760]
classified-ad: રોડ ટચ ઓપન પ્લોટ 900 ફૂટ વાણિજ્ય હેતુ માટે. 9879120343 — [377, 1485, 531, 1517]
classified-ad: તમારી જમીનના રેવન્યુ રેકોર્ડમાં સુધારા NA જંત્રી મેળવવા તથા તમામ સરકારી કામકાજ માટે સંપર્ક કરો. 9998211792 — [1194, 742, 1348, 803]
classified-columns — [46, 598, 1516, 2168]
classified-ad: જીવાત અને જાળીતા શ્રી રામ પેસ્ટકંટ્રોલ ગેરન્ટેડ. 9998602379. — [1358, 1020, 1511, 1052]
classified-ad: Luxurious Bunglow વેચવાનો કારેલીબાગ પાણીની ટાંકી રોડ 1800" Plot 4 B H K Fully Furnished 4 AC, Best Location 1.80 Cr. 9824065897 — [541, 663, 694, 753]
classified-ad: ભાડે આપવાનું છે — [541, 915, 694, 933]
classified-ad: પ્રમુખ એપ્લાયન્સ- એસી રેફ્રિજરેટર રીપેરિંગ. 8980188760 — [1358, 1157, 1511, 1189]
subcategory-heading: જનરલ — [214, 1250, 367, 1264]
story-kicker: ફરીદાબાદમાંથી એમોનીયમ નાઈટ્રેટનો જથ્થો મળવાનો મામલો — [916, 109, 1411, 132]
classified-ad: આહિર યુવક 38/ વાર્ષિક આવક 15 લાખ વડોદરા સેટલ્ડ માટે યોગ્ય કન્યા જોઈએ છે. 8849669382 — [377, 1394, 531, 1441]
classified-ad: મારું નામ ગોવિંદ નગર. ટેનામેન્ટ બી- 602. 9375777799 — [704, 1220, 858, 1252]
subcategory-heading: જનરલ — [377, 889, 531, 903]
classified-ad: મહાકાલી: 500/- રૂપિયામાં Love- લગ્ન- અણબનાવ- છૂટાછેડા- વશીકરણ. 9624852575. — [1358, 735, 1511, 781]
classified-column — [1190, 598, 1353, 2168]
classified-ad: નેપાળ, પુષ્કરરાજ, દિવસ 25 (ઉપડશે 22/11). 7600290894 — [1194, 1248, 1348, 1281]
classified-column — [863, 598, 1026, 2168]
